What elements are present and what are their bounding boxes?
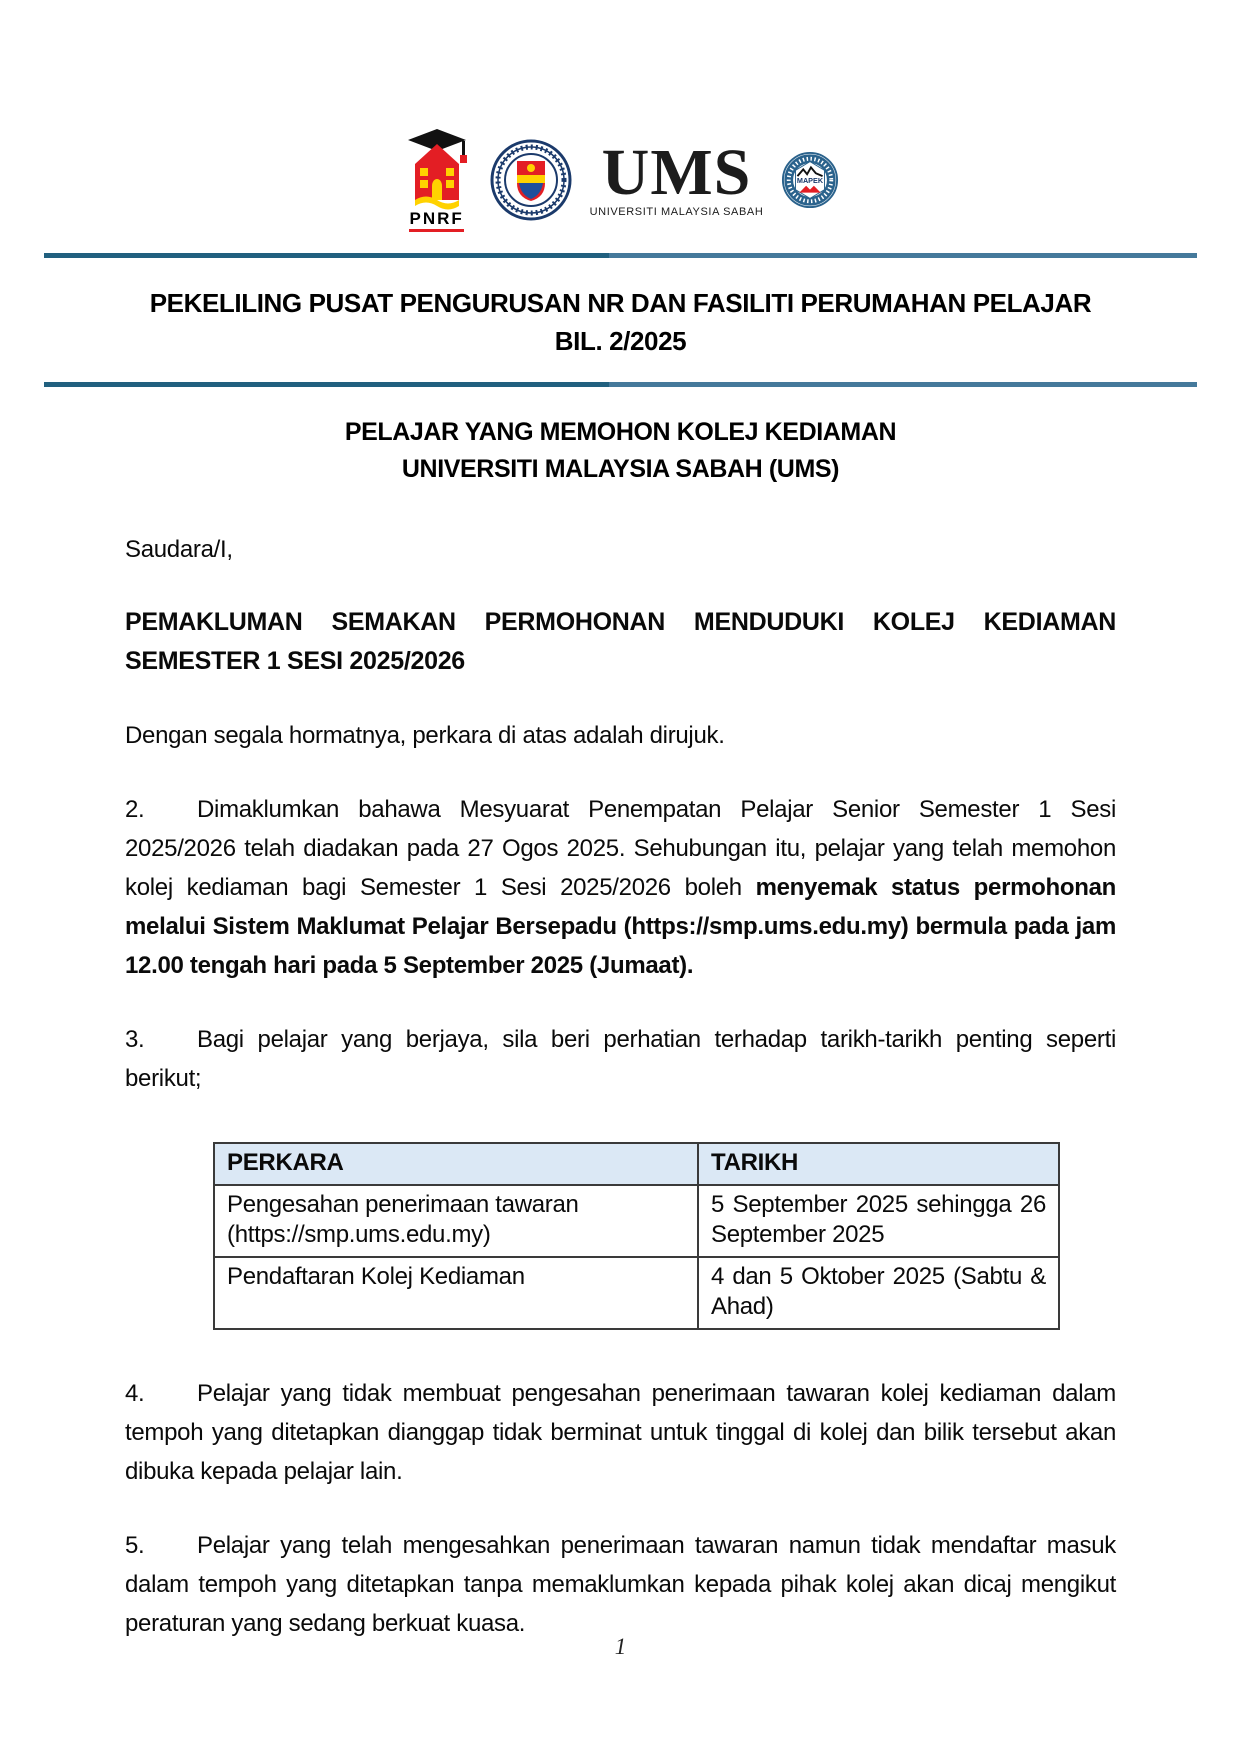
paragraph-2	[125, 790, 1116, 985]
paragraph-5-number: 5.	[125, 1532, 145, 1559]
pnrf-house-icon	[402, 128, 472, 210]
circular-title	[0, 284, 1241, 360]
paragraph-4	[125, 1374, 1116, 1491]
circular-title-line1: PEKELILING PUSAT PENGURUSAN NR DAN FASILITI PERUMAHAN PELAJAR	[149, 288, 1092, 318]
paragraph-4-text: Pelajar yang tidak membuat pengesahan penerimaan tawaran kolej kediaman dalam tempoh yang ditetapkan dianggap tidak berminat untuk tinggal di kolej dan bilik tersebut akan dibuka kepada pelajar lain.	[125, 1380, 1116, 1485]
paragraph-5	[125, 1526, 1116, 1643]
subject-line2: UNIVERSITI MALAYSIA SABAH (UMS)	[401, 455, 840, 483]
paragraph-2-number: 2.	[125, 796, 145, 823]
page-number: 1	[614, 1634, 627, 1659]
table-cell-perkara: Pengesahan penerimaan tawaran (https://smp.ums.edu.my)	[214, 1185, 698, 1257]
divider-bottom	[44, 382, 1197, 387]
paragraph-3-text: Bagi pelajar yang berjaya, sila beri perhatian terhadap tarikh-tarikh penting seperti berikut;	[125, 1026, 1116, 1092]
table-row	[214, 1257, 1059, 1329]
table-cell-tarikh: 5 September 2025 sehingga 26 September 2025	[698, 1185, 1059, 1257]
important-dates-table	[213, 1142, 1060, 1330]
document-body	[125, 530, 1116, 1643]
paragraph-2-bold-text: menyemak status permohonan melalui Sistem Maklumat Pelajar Bersepadu (https://smp.ums.edu.my) bermula pada jam 12.00 tengah hari pada 5 September 2025 (Jumaat).	[125, 874, 1116, 979]
logo-strip	[0, 0, 1241, 234]
divider-top	[44, 253, 1197, 258]
mapek-seal-icon	[781, 151, 839, 209]
table-cell-tarikh: 4 dan 5 Oktober 2025 (Sabtu & Ahad)	[698, 1257, 1059, 1329]
table-row	[214, 1185, 1059, 1257]
ums-crest-icon	[490, 139, 572, 221]
pnrf-logo-label: PNRF	[409, 210, 463, 232]
ums-crest-logo	[490, 139, 572, 221]
salutation: Saudara/I,	[125, 536, 233, 563]
announcement-heading: PEMAKLUMAN SEMAKAN PERMOHONAN MENDUDUKI KOLEJ KEDIAMAN SEMESTER 1 SESI 2025/2026	[125, 608, 1116, 675]
paragraph-4-number: 4.	[125, 1380, 145, 1407]
table-cell-perkara: Pendaftaran Kolej Kediaman	[214, 1257, 698, 1329]
pnrf-logo	[402, 128, 472, 232]
table-header-row	[214, 1143, 1059, 1185]
paragraph-3	[125, 1020, 1116, 1098]
paragraph-5-text: Pelajar yang telah mengesahkan penerimaan tawaran namun tidak mendaftar masuk dalam tempoh yang ditetapkan tanpa memaklumkan kepada pihak kolej akan dicaj mengikut peraturan yang sedang berkuat kuasa.	[125, 1532, 1116, 1637]
circular-title-line2: BIL. 2/2025	[554, 326, 687, 356]
subject-line1: PELAJAR YANG MEMOHON KOLEJ KEDIAMAN	[344, 418, 897, 446]
table-header-tarikh: TARIKH	[698, 1143, 1059, 1185]
mapek-logo	[781, 151, 839, 209]
subject-title	[0, 414, 1241, 488]
paragraph-intro: Dengan segala hormatnya, perkara di atas adalah dirujuk.	[125, 722, 725, 749]
table-header-perkara: PERKARA	[214, 1143, 698, 1185]
ums-wordmark-text: UMS	[601, 135, 752, 209]
paragraph-2-text: Dimaklumkan bahawa Mesyuarat Penempatan Pelajar Senior Semester 1 Sesi 2025/2026 telah diadakan pada 27 Ogos 2025. Sehubungan itu, pelajar yang telah memohon kolej kediaman bagi Semester 1 Sesi 2025/2026 boleh	[125, 796, 1116, 901]
ums-wordmark-logo	[589, 135, 764, 218]
paragraph-3-number: 3.	[125, 1026, 145, 1053]
mapek-label-text: MAPEK	[797, 175, 824, 185]
ums-wordmark-subtitle: UNIVERSITI MALAYSIA SABAH	[589, 205, 764, 218]
